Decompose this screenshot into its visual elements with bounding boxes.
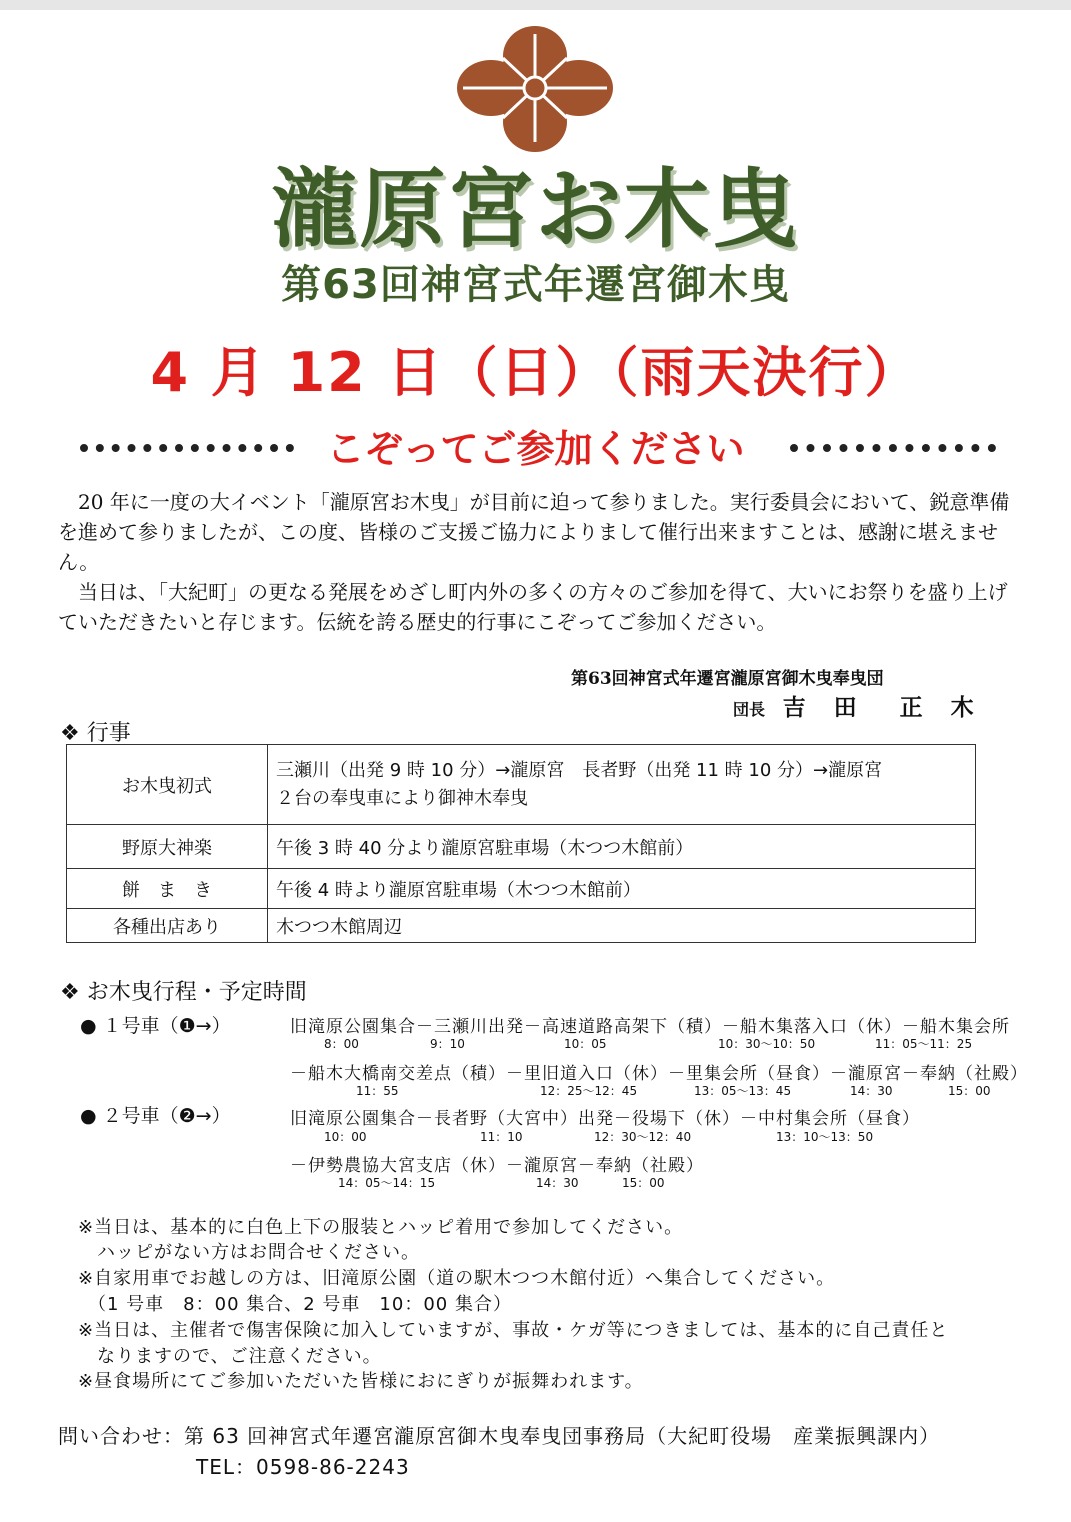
car2-time: 11：10: [480, 1130, 523, 1144]
table-row: [67, 909, 976, 943]
page-title: 瀧原宮お木曳: [271, 159, 800, 260]
top-bar: [0, 0, 1071, 10]
head-role: 団長: [733, 700, 766, 719]
car2-time: 15：00: [622, 1176, 665, 1190]
note-line: ※当日は、基本的に白色上下の服装とハッピ着用で参加してください。: [78, 1217, 684, 1238]
head-name: 吉 田 正 木: [782, 694, 984, 721]
car1-label: ● １号車（❶→）: [80, 1015, 231, 1037]
dotted-divider-right: [790, 436, 996, 452]
note-line: ※当日は、主催者で傷害保険に加入していますが、事故・ケガ等につきましては、基本的に自己責任と: [78, 1320, 949, 1341]
note-line: （1 号車 8：00 集合、2 号車 10：00 集合）: [78, 1294, 512, 1315]
car1-time: 11：55: [356, 1084, 399, 1098]
car1-time: 10：30～10：50: [718, 1037, 816, 1051]
car2-time: 10：00: [324, 1130, 367, 1144]
car1-time: 11：05～11：25: [875, 1037, 973, 1051]
car2-time: 12：30～12：40: [594, 1130, 692, 1144]
event-name: お木曳初式: [67, 745, 268, 825]
intro-paragraph-1: 20 年に一度の大イベント「瀧原宮お木曳」が目前に迫って参りました。実行委員会において、鋭意準備を進めて参りましたが、この度、皆様のご支援ご協力によりまして催行出来ますことは、感謝に堪えません。: [58, 490, 1010, 574]
table-row: [67, 825, 976, 869]
schedule-heading: ❖ お木曳行程・予定時間: [60, 980, 307, 1005]
event-detail-line: 三瀬川（出発 9 時 10 分）→瀧原宮 長者野（出発 11 時 10 分）→瀧原宮: [276, 759, 883, 781]
car1-route-line1: 旧滝原公園集合－三瀬川出発－高速道路高架下（積）－船木集落入口（休）－船木集会所: [290, 1017, 1010, 1037]
events-table: [66, 744, 976, 943]
note-line: なりますので、ご注意ください。: [78, 1346, 382, 1367]
event-detail: [268, 745, 976, 825]
contact-tel: TEL：0598-86-2243: [196, 1455, 410, 1479]
car1-time: 10：05: [564, 1037, 607, 1051]
invitation-headline: こぞってご参加ください: [326, 427, 745, 471]
car1-time: 9：10: [430, 1037, 465, 1051]
car2-label: ● ２号車（❷→）: [80, 1105, 231, 1127]
page-subtitle: 第63回神宮式年遷宮御木曳: [281, 262, 790, 308]
car2-time: 13：10～13：50: [776, 1130, 874, 1144]
intro-paragraph-2: 当日は、「大紀町」の更なる発展をめざし町内外の多くの方々のご参加を得て、大いにお祭りを盛り上げていただきたいと存じます。伝統を誇る歴史的行事にこぞってご参加ください。: [58, 580, 1008, 634]
car1-time: 15：00: [948, 1084, 991, 1098]
organizer-head: [733, 689, 984, 722]
contact-line: 問い合わせ：第 63 回神宮式年遷宮瀧原宮御木曳奉曳団事務局（大紀町役場 産業振興課内）: [58, 1424, 941, 1448]
note-line: ※自家用車でお越しの方は、旧滝原公園（道の駅木つつ木館付近）へ集合してください。: [78, 1268, 836, 1289]
event-name: 各種出店あり: [67, 909, 268, 943]
event-name: 野原大神楽: [67, 825, 268, 869]
flower-crest-icon: [457, 22, 613, 152]
event-detail-line: ２台の奉曳車により御神木奉曳: [276, 787, 528, 809]
event-detail: 午後 4 時より瀧原宮駐車場（木つつ木館前）: [268, 869, 976, 909]
car1-time: 14：30: [850, 1084, 893, 1098]
note-line: ※昼食場所にてご参加いただいた皆様におにぎりが振舞われます。: [78, 1371, 644, 1392]
event-name: 餅 ま き: [67, 869, 268, 909]
organizer-name: 第63回神宮式年遷宮瀧原宮御木曳奉曳団: [571, 669, 884, 689]
events-heading: ❖ 行事: [60, 721, 131, 746]
table-row: [67, 869, 976, 909]
car1-route-line2: －船木大橋南交差点（積）－里旧道入口（休）－里集会所（昼食）－瀧原宮－奉納（社殿）: [290, 1064, 1028, 1084]
table-row: [67, 745, 976, 825]
event-date: 4 月 12 日（日）（雨天決行）: [150, 341, 921, 404]
car1-time: 8：00: [324, 1037, 359, 1051]
car2-time: 14：05～14：15: [338, 1176, 436, 1190]
note-line: ハッピがない方はお問合せください。: [78, 1242, 420, 1263]
car2-time: 14：30: [536, 1176, 579, 1190]
event-detail: 木つつ木館周辺: [268, 909, 976, 943]
car1-time: 12：25～12：45: [540, 1084, 638, 1098]
car2-route-line2: －伊勢農協大宮支店（休）－瀧原宮－奉納（社殿）: [290, 1156, 704, 1176]
car1-time: 13：05～13：45: [694, 1084, 792, 1098]
intro-text: [58, 487, 1026, 637]
car2-route-line1: 旧滝原公園集合－長者野（大宮中）出発－役場下（休）－中村集会所（昼食）: [290, 1109, 920, 1129]
event-detail: 午後 3 時 40 分より瀧原宮駐車場（木つつ木館前）: [268, 825, 976, 869]
